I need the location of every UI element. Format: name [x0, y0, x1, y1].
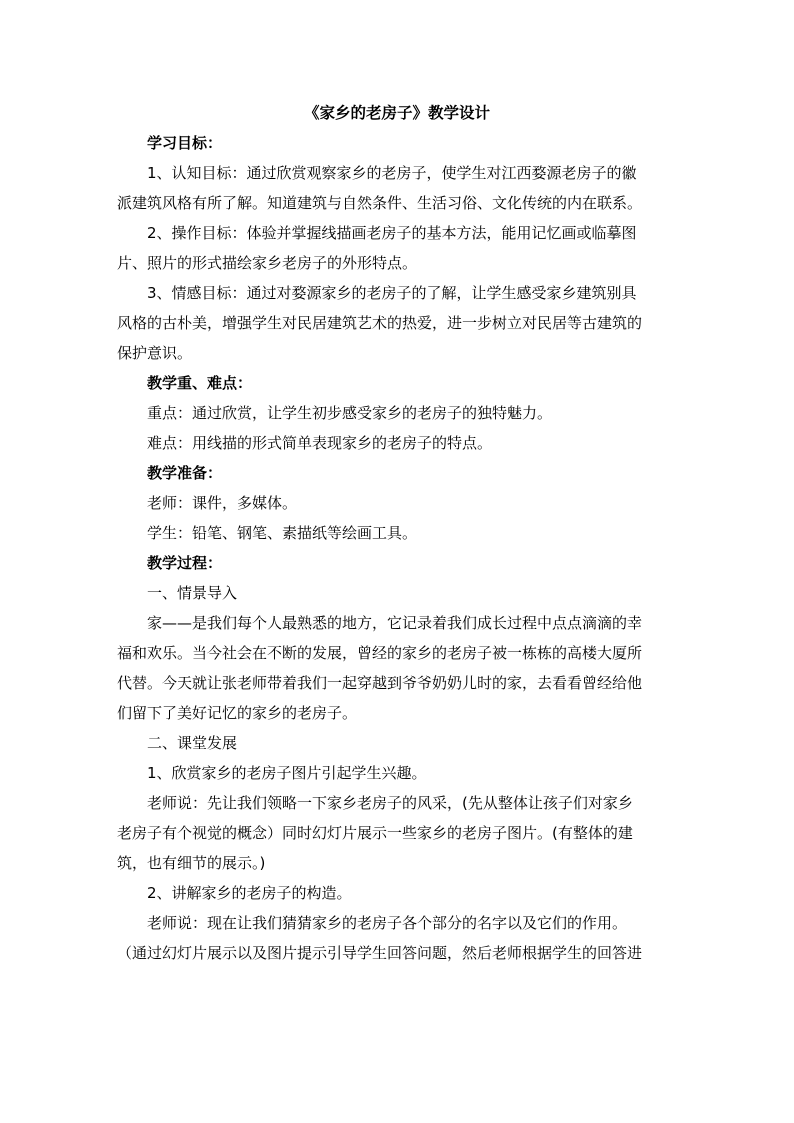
paragraph-line: 福和欢乐。当今社会在不断的发展，曾经的家乡的老房子被一栋栋的高楼大厦所: [117, 644, 643, 662]
paragraph-line: 筑，也有细节的展示。): [117, 854, 266, 872]
section-heading: 教学重、难点：: [147, 374, 253, 392]
paragraph-line: 难点：用线描的形式简单表现家乡的老房子的特点。: [147, 434, 493, 452]
paragraph-line: 一、情景导入: [147, 584, 238, 602]
paragraph-line: 2、操作目标：体验并掌握线描画老房子的基本方法，能用记忆画或临摹图: [147, 224, 637, 242]
paragraph-line: 3、情感目标：通过对婺源家乡的老房子的了解，让学生感受家乡建筑别具: [147, 284, 637, 302]
paragraph-line: 老房子有个视觉的概念）同时幻灯片展示一些家乡的老房子图片。(有整体的建: [117, 824, 633, 842]
document-page: [117, 98, 677, 968]
paragraph-line: 2、讲解家乡的老房子的构造。: [147, 884, 352, 902]
paragraph-line: 片、照片的形式描绘家乡老房子的外形特点。: [117, 254, 418, 272]
paragraph-line: 1、认知目标：通过欣赏观察家乡的老房子，使学生对江西婺源老房子的徽: [147, 164, 637, 182]
paragraph-line: 派建筑风格有所了解。知道建筑与自然条件、生活习俗、文化传统的内在联系。: [117, 194, 643, 212]
paragraph-line: 保护意识。: [117, 344, 193, 362]
section-heading: 教学准备：: [147, 464, 223, 482]
paragraph-line: 们留下了美好记忆的家乡的老房子。: [117, 704, 358, 722]
document-title: 《家乡的老房子》教学设计: [303, 104, 490, 122]
paragraph-line: 1、欣赏家乡的老房子图片引起学生兴趣。: [147, 764, 427, 782]
paragraph-line: 风格的古朴美，增强学生对民居建筑艺术的热爱，进一步树立对民居等古建筑的: [117, 314, 643, 332]
paragraph-line: 学生：铅笔、钢笔、素描纸等绘画工具。: [147, 524, 418, 542]
paragraph-line: 二、课堂发展: [147, 734, 238, 752]
paragraph-line: 老师：课件，多媒体。: [147, 494, 298, 512]
paragraph-line: 代替。今天就让张老师带着我们一起穿越到爷爷奶奶儿时的家，去看看曾经给他: [117, 674, 643, 692]
section-heading: 学习目标：: [147, 134, 223, 152]
paragraph-line: 家——是我们每个人最熟悉的地方，它记录着我们成长过程中点点滴滴的幸: [147, 614, 643, 632]
paragraph-line: 老师说：现在让我们猜猜家乡的老房子各个部分的名字以及它们的作用。: [147, 914, 628, 932]
paragraph-line: （通过幻灯片展示以及图片提示引导学生回答问题，然后老师根据学生的回答进: [117, 944, 643, 962]
paragraph-line: 老师说：先让我们领略一下家乡老房子的风采，(先从整体让孩子们对家乡: [147, 794, 633, 812]
document-body: [117, 128, 677, 968]
section-heading: 教学过程：: [147, 554, 223, 572]
paragraph-line: 重点：通过欣赏，让学生初步感受家乡的老房子的独特魅力。: [147, 404, 553, 422]
